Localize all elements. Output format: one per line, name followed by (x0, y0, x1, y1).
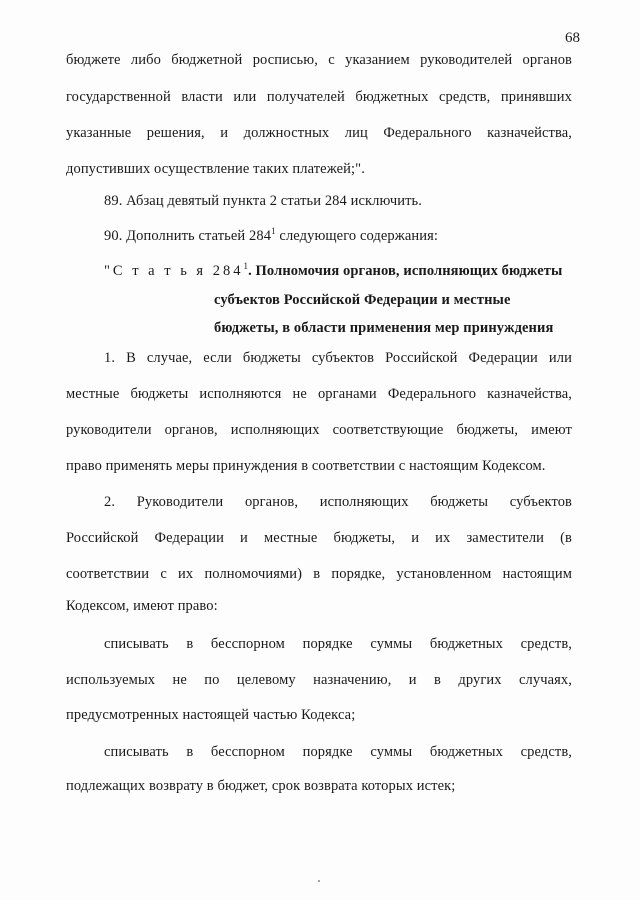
text-line: право применять меры принуждения в соответствии с настоящим Кодексом. (66, 458, 546, 474)
text-line: государственной власти или получателей бюджетных средств, принявших (66, 89, 572, 105)
text-line: Российской Федерации и местные бюджеты, и их заместители (в (66, 530, 572, 546)
text-line: бюджете либо бюджетной росписью, с указанием руководителей органов (66, 52, 572, 68)
text-line: используемых не по целевому назначению, и в других случаях, (66, 672, 572, 688)
superscript: 1 (271, 226, 276, 237)
article-label: "С т а т ь я 284 (104, 263, 244, 279)
article-heading (104, 263, 562, 280)
text-line: подлежащих возврату в бюджет, срок возврата которых истек; (66, 778, 456, 794)
page-number: 68 (565, 30, 580, 46)
text-line: руководители органов, исполняющих соответствующие бюджеты, имеют (66, 422, 572, 438)
superscript: 1 (243, 261, 249, 272)
text-line: 1. В случае, если бюджеты субъектов Российской Федерации или (104, 350, 572, 366)
text-line: допустивших осуществление таких платежей;". (66, 161, 365, 177)
article-title-line: субъектов Российской Федерации и местные (214, 292, 511, 308)
text-line: соответствии с их полномочиями) в порядке, установленном настоящим (66, 566, 572, 582)
text-line: предусмотренных настоящей частью Кодекса; (66, 707, 356, 723)
text-line: местные бюджеты исполняются не органами Федерального казначейства, (66, 386, 572, 402)
text-line: 2. Руководители органов, исполняющих бюджеты субъектов (104, 494, 572, 510)
article-title: . Полномочия органов, исполняющих бюджеты (248, 263, 563, 279)
paragraph-90-text: 90. Дополнить статьей 284 (104, 228, 272, 244)
text-line: списывать в бесспорном порядке суммы бюджетных средств, (104, 744, 572, 760)
text-line: Кодексом, имеют право: (66, 598, 218, 614)
paragraph-90 (104, 228, 438, 245)
paragraph-90-text-end: следующего содержания: (275, 228, 439, 244)
text-line: указанные решения, и должностных лиц Федерального казначейства, (66, 125, 572, 141)
scan-speck (318, 880, 320, 882)
paragraph-89: 89. Абзац девятый пункта 2 статьи 284 исключить. (104, 193, 422, 209)
article-title-line: бюджеты, в области применения мер принуждения (214, 320, 554, 336)
text-line: списывать в бесспорном порядке суммы бюджетных средств, (104, 636, 572, 652)
